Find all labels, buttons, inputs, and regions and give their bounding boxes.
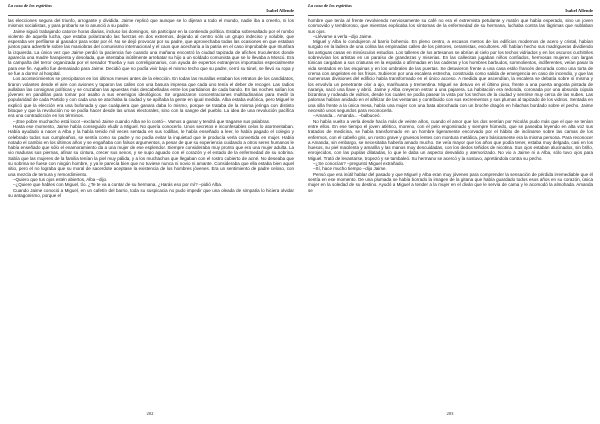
paragraph: hombre que tenía al frente revolviendo nerviosamente su café no era el extremista petulante y matón que había esperado, sino un joven conmovido y tembloroso, que mientras explicaba los síntomas de la enfermedad de su hermana, luchaba contra las lágrimas que nublaban sus ojos. [308, 18, 593, 34]
paragraph: Los acontecimientos se precipitaron en los últimos meses antes de la elección. En todas las murallas estaban los retratos de los candidatos, tiraron volantes desde el aire con aviones y taparon las calles con una basura impresa que cada uno tenía el deber de recoger. Las radios aullaban las consignas políticas y se cruzaban las apuestas más descabelladas entre los partidarios de cada bando. En las noches salían los jóvenes en pandillas para tomar por asalto a sus enemigos ideológicos. Se organizaron concentraciones multitudinarias para medir la popularidad de cada Partido y con cada una se atochaba la ciudad y se apiñaba la gente en igual medida. Alba estaba eufórica, pero Miguel le explicó que la elección era una bufonada y que cualquiera que ganara daba lo mismo, porque se trataba de la misma jeringa con distinto bitoque y que la revolución no se podía hacer desde las urnas electorales, sino con la sangre del pueblo. La idea de una revolución pacífica era una contradicción en los términos. [8, 76, 294, 119]
paragraph: –Llévame a verla –dijo Jaime. [313, 33, 373, 39]
paragraph: –¡Ese pobre muchacho está loco! –exclamó Jaime cuando Alba se lo contó–. Vamos a ganar y tendrá que tragarse sus palabras. [13, 118, 271, 124]
running-header-author: Isabel Allende [565, 8, 593, 13]
running-header-title: La casa de los espíritus [308, 3, 352, 8]
body-text [308, 18, 593, 193]
paragraph: –Sí, hace mucho tiempo –dijo Jaime. [313, 166, 387, 172]
paragraph: Jaime siguió trabajando catorce horas diarias, incluso los domingos, sin participar en la contienda política. Estaba sobresaltado por el rumbo violento de aquella lucha, que estaba polarizando las fuerzas en dos extremos, dejando al centro sólo un grupo indeciso y voluble, que esperaba ver perfilarse al ganador para votar por él. No se dejó provocar por su padre, que aprovechaba todas las ocasiones en que estaban juntos para advertirle sobre las maniobras del comunismo internacional y el caos que acecharía a la patria en el caso improbable que triunfara la izquierda. La única vez que Jaime perdió la paciencia fue cuando una mañana encontró la ciudad tapizada de afiches truculentos donde aparecía una madre harapienta y desolada, que intentaba inútilmente arrebatar su hijo a un soldado comunista que se lo llevaba a Moscú. Era la campaña del terror organizada por el senador Trueba y sus correligionarios, con ayuda de expertos extranjeros importados especialmente para ese fin. Aquello fue demasiado para Jaime. Decidió que no podía vivir bajo el mismo techo que su padre, cerró su túnel, se llevó su ropa y se fue a dormir al hospital. [8, 28, 294, 76]
paragraph: –¿Quiere que hables con Miguel, tío. ¿Te te va a contar de su hermana. ¿Harás eso por mí? –pidió Alba. [13, 182, 223, 188]
paragraph: Pensó que era inútil hablar del pasado y que Miguel y Alba eran muy jóvenes para comprender la sensación de pérdida irremediable que él sentía en ese momento. De una plumada se había borrado la imagen de la gitana que había guardado todos esos años en su corazón, única mujer en la soledad de su destino. Ayudó a Miguel a tender a la mujer en el diván que le servía de cama y le acomodó la almohada. Amanda se [308, 171, 593, 193]
paragraph: las elecciones segura del triunfo, arrogante y dividida. Jaime replicó que aunque se lo dijeran a todo el mundo, nadie iba a creerlo, ni los mismos socialistas, y para probarlo se lo anunció a su padre. [8, 18, 294, 29]
paragraph: –¿Se conocían? –preguntó Miguel extrañado. [313, 161, 405, 167]
paragraph: –Amanda... Amanda... –balbuceó. [313, 113, 381, 119]
page-number: 203 [446, 411, 454, 416]
running-header-title: La casa de los espíritus [8, 3, 52, 8]
header-rule [308, 15, 593, 16]
running-header-author: Isabel Allende [266, 8, 294, 13]
paragraph: Hasta ese momento, Jaime había conseguido eludir a Miguel. No quería conocerlo. Unos secretos e inconfesables celos lo atormentaban. Había ayudado a nacer a Alba y la había tenido mil veces sentada en sus rodillas, le había enseñado a leer, le había pagado el colegio y celebrado todos sus cumpleaños, se sentía como su padre y no podía evitar la inquietud que le producía verla convertida en mujer. Había notado el cambio en los últimos años y se engañaba con falsos argumentos, a pesar de que su experiencia cuidando a otros seres humanos le había enseñado que sólo el enamoramiento da a una mujer de ese esplendor. Siempre consideraba muy pronto que era una mujer adulta. La vio maduras sus piernas, afinar su cintura, crecer sus senos, y se supo aguado con el corazón y el estado de la enfermedad de su sobrina. Sabía que las mujeres de la familia tenían la piel muy pálida, y a los muchachos que llegaban con el rostro cubierto de acné. No deseaba que su sobrina se fuese con ningún hombre, y ya le parecía bien que no tuviese nunca ni novio ni amante. Consideraba que ella estaba bien aquel sitio, pero el no lograba que su moral de sacerdote aceptase la existencia de los hombres jóvenes. Era un sentimiento de padre celoso, con una mezcla de ternura y remordimiento. [8, 123, 294, 177]
paragraph: No había vuelto a verla desde hacía más de veinte años, cuando el amor que los dos sentían por Nicolás pudo más que el que se tenían entre ellos. En ese tiempo el joven atlético, moreno, con el pelo engominado y siempre húmedo, que se paseaba leyendo en alta voz sus tratados de medicina, se había transformado en un hombre ligeramente encorvado por el hábito de inclinarse sobre las camas de los enfermos, con el cabello gris, un rostro grave y gruesos lentes con montura metálica, pero básicamente era la misma persona. Para reconocer a Amanda, sin embargo, se necesitaba haberla amado mucho. Se veía mayor que los años que podía tener, estaba muy delgada, casi en los huesos, su piel macilenta y amarilla y las manos muy descuidadas, con los dedos teñidos de nicotina. Sus ojos estaban alucinados, sin brillo, enrojecidos, con las pupilas dilatadas, lo que le daba un aspecto desvalido y atemorizado. No vio a Jaime ni a Alba, sólo tuvo ojos para Miguel. Trató de levantarse, tropezó y se tambaleó. Su hermano se acercó y la sostuvo, apretándola contra su pecho. [308, 118, 593, 161]
paragraph: –Quiero que tus ojos estén abiertos, Alba –dijo. [13, 176, 108, 182]
right-page [300, 0, 600, 424]
paragraph: Cuando Jaime conoció a Miguel, en un cafetín del barrio, toda su suspicacia no pudo impedir que una oleada de simpatía lo hiciera olvidar su antagonismo, porque el [8, 187, 294, 198]
body-text [8, 18, 294, 198]
header-rule [8, 15, 294, 16]
paragraph: Miguel y Alba lo condujeron al barrio bohemio. En pleno centro, a escasos metros de los edificios modernos de acero y cristal, habían surgido en la ladera de una colina las empinadas calles de los pintores, ceramistas, escultores. Allí habían hecho sus madrigueras dividiendo las antiguas casas en minúsculos estudios. Los talleres de los artesanos se abrían al cielo por los techos vidriados y en los oscuros cuchitriles sobrevivían los artistas en un paraíso de grandezas y miserias. En las callecitas jugaban niños confiados, hermosas mujeres con largas túnicas cargaban a sus criaturas en la espalda o afirmadas en las caderas y los hombres barbudos, somnolientos, indiferentes, veían pasar la vida sentados en las esquinas y en los umbrales de las puertas. Se detuvieron frente a una casa estilo francés decorada como una torta de crema con angelotes en los frisos. Subieron por una escalera estrecha, construida como salida de emergencia en caso de incendio, y que las numerosas divisiones del edificio había transformado en el único acceso. A medida que ascendían, la escalera se debatía sobre sí misma y los envolvía un penetrante olor a ajo, marihuana y trementina. Miguel se detuvo en el último piso, frente a una puerta angosta pintada de naranja, sacó una llave y abrió. Jaime y Alba creyeron entrar a una pajarera. La habitación era redonda, coronada por una absurda cúpula bizantina y rodeada de vidrios, desde los cuales se podía pasear la vista por los techos de la ciudad y sentirse muy cerca de las nubes. Las palomas habían anidado en el alféizar de las ventanas y contribuido con sus excrementos y sus plumas al tapizado de los vidrios. Sentada en una silla frente a la única mesa, había una mujer con una bata abrochada con un broche dragón en hilachas bordado sobre el pecho. Jaime necesitó unos segundos para reconocerla. [308, 39, 593, 114]
page-number: 202 [146, 411, 154, 416]
